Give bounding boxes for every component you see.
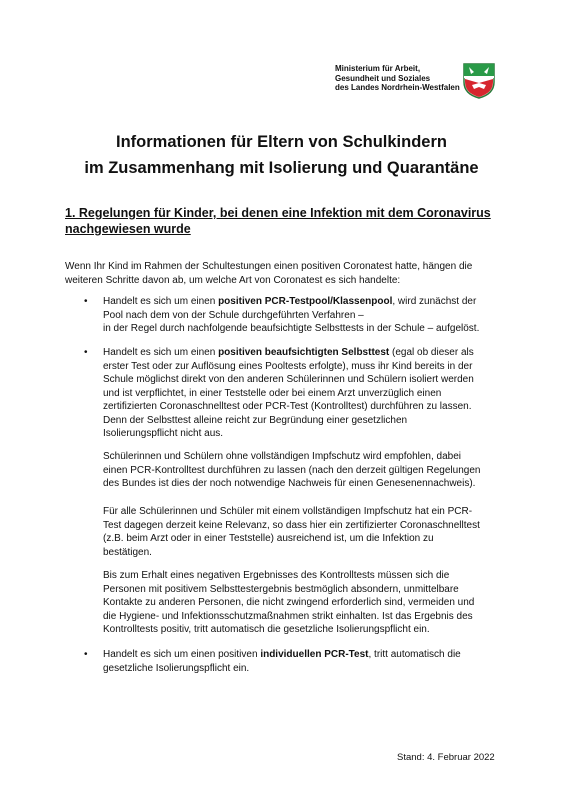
text-line: Denn der Selbsttest alleine reicht zur Begründung einer gesetzlichen <box>103 414 408 426</box>
paragraph-ohne-impfschutz <box>103 450 503 491</box>
ministry-line: Ministerium für Arbeit, <box>335 64 421 73</box>
text-line: Personen mit positivem Selbsttestergebnis bestmöglich absondern, unmittelbare <box>103 583 459 595</box>
nrw-crest-icon <box>463 63 495 99</box>
text-line: Wenn Ihr Kind im Rahmen der Schultestungen einen positiven Coronatest hatte, hängen die <box>65 261 473 272</box>
bold-term: individuellen PCR-Test <box>260 649 369 660</box>
text-line <box>103 295 503 309</box>
text-line: zertifizierten Coronaschnelltest oder PCR-Test (Kontrolltest) durchführen zu lassen. <box>103 401 472 412</box>
text-line <box>103 648 503 662</box>
text-line: Isolierungspflicht nicht aus. <box>103 428 224 439</box>
bullet-icon: • <box>84 649 88 660</box>
ministry-line: des Landes Nordrhein-Westfalen <box>335 83 460 92</box>
bold-term: positiven PCR-Testpool/Klassenpool <box>218 296 393 307</box>
text-line: die Hygiene- und Infektionsschutzmaßnahmen strikt einhalten. Ist das Ergebnis des <box>103 610 473 622</box>
bullet-item-pcr-pool <box>103 295 503 336</box>
text-line: Bis zum Erhalt eines negativen Ergebnisses des Kontrolltests müssen sich die <box>103 570 450 581</box>
text-line: (z.B. beim Arzt oder in einer Teststelle) ausreichend ist, um die Infektion zu <box>103 533 434 544</box>
text-line: einen PCR-Kontrolltest durchführen zu lassen (nach den derzeit gültigen Regelungen <box>103 464 481 476</box>
text-line: erster Test oder zur Auflösung eines Pooltests erfolgte), muss ihr Kind bereits in der <box>103 360 473 372</box>
text-span: Handelt es sich um einen positiven <box>103 649 261 660</box>
bullet-item-pcr-test <box>103 648 503 675</box>
text-line: Kontrolltests positiv, tritt automatisch die gesetzliche Isolierungspflicht ein. <box>103 624 430 635</box>
section-heading: 1. Regelungen für Kinder, bei denen eine Infektion mit dem Coronavirus nachgewiesen wurde <box>65 206 491 236</box>
bold-term: positiven beaufsichtigten Selbsttest <box>218 347 390 358</box>
bullet-icon: • <box>84 347 88 358</box>
text-line: und ist verpflichtet, in einer Teststelle oder bei einem Arzt unverzüglich einen <box>103 387 442 399</box>
text-span: Handelt es sich um einen <box>103 296 219 307</box>
bullet-item-selbsttest <box>103 346 503 441</box>
text-line: Test dagegen derzeit keine Relevanz, so dass hier ein zertifizierter Coronaschnelltest <box>103 519 480 531</box>
text-line: weiteren Schritte davon ab, um welche Art von Coronatest es sich handelte: <box>65 274 401 286</box>
intro-paragraph <box>65 260 505 287</box>
paragraph-voller-impfschutz <box>103 505 503 559</box>
ministry-line: Gesundheit und Soziales <box>335 73 431 83</box>
title-line: Informationen für Eltern von Schulkindern <box>116 133 447 151</box>
bullet-icon: • <box>84 296 88 307</box>
text-line: bestätigen. <box>103 546 152 558</box>
paragraph-absonderung <box>103 569 503 637</box>
text-line: in der Regel durch nachfolgende beaufsichtigte Selbsttests in der Schule – aufgelöst. <box>103 323 480 334</box>
title-line: im Zusammenhang mit Isolierung und Quarantäne <box>84 159 479 177</box>
text-line <box>103 346 503 360</box>
document-title <box>0 129 563 181</box>
text-span: (egal ob dieser als <box>389 347 474 358</box>
text-span: , tritt automatisch die <box>368 649 461 660</box>
ministry-name <box>335 64 460 93</box>
text-line: gesetzliche Isolierungspflicht ein. <box>103 662 250 674</box>
text-line: Für alle Schülerinnen und Schüler mit einem vollständigen Impfschutz hat ein PCR- <box>103 506 473 517</box>
text-line: Kontakte zu anderen Personen, die nicht zwingend erforderlich sind, vermeiden und <box>103 597 475 608</box>
text-span: Handelt es sich um einen <box>103 347 219 358</box>
text-span: , wird zunächst der <box>392 296 477 307</box>
text-line: des Bundes ist dies der noch notwendige Nachweis für einen Genesenennachweis). <box>103 478 476 489</box>
date-stamp: Stand: 4. Februar 2022 <box>397 752 495 763</box>
text-line: Schule möglichst direkt von den anderen Schülerinnen und Schülern isoliert werden <box>103 374 474 385</box>
text-line: Pool nach dem von der Schule durchgeführten Verfahren – <box>103 309 364 321</box>
text-line: Schülerinnen und Schülern ohne vollständigen Impfschutz wird empfohlen, dabei <box>103 451 462 462</box>
